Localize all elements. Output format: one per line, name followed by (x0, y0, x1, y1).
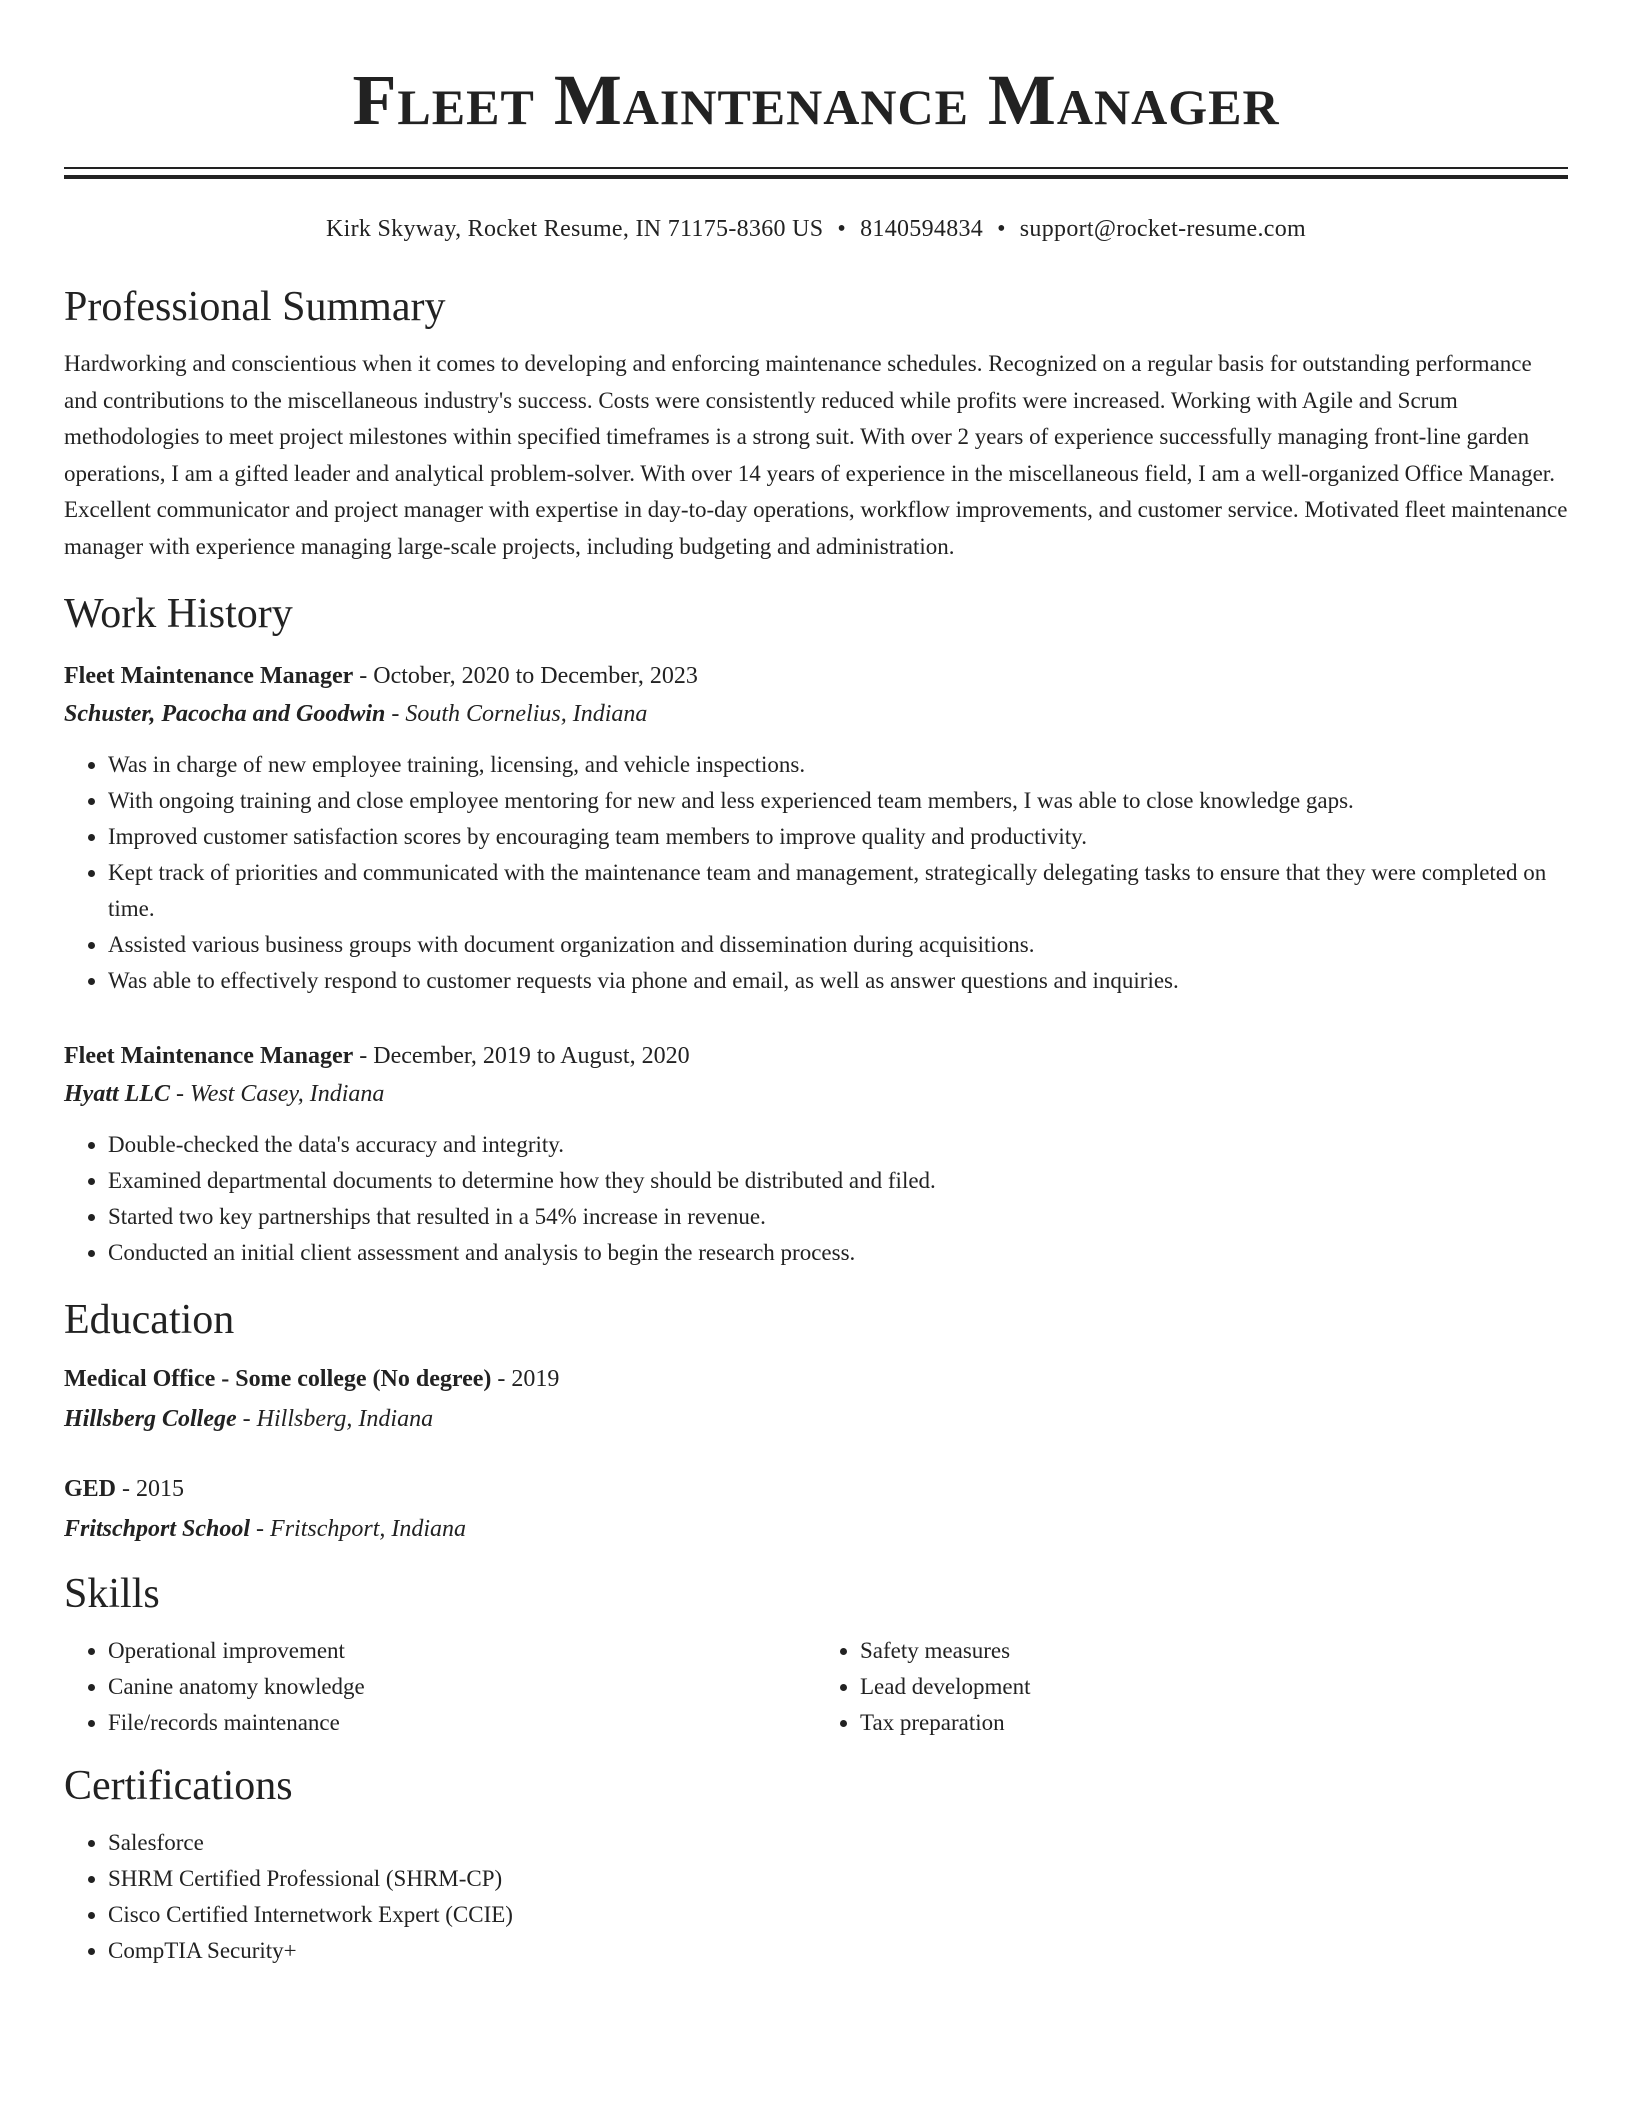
certifications-list (64, 1825, 1568, 1969)
job-entry (64, 657, 1568, 999)
job-bullet: • Started two key partnerships that resulted in a 54% increase in revenue. (108, 1199, 1568, 1235)
education-location: - Hillsberg, Indiana (236, 1406, 434, 1432)
job-bullets (64, 747, 1568, 999)
education-degree: GED (64, 1476, 117, 1502)
education-degree: Medical Office - Some college (No degree) (64, 1366, 492, 1392)
skills-list (816, 1633, 1568, 1741)
certification-item: • CompTIA Security+ (108, 1933, 1568, 1969)
job-dates: - October, 2020 to December, 2023 (353, 663, 698, 689)
job-bullet: • Conducted an initial client assessment and analysis to begin the research process. (108, 1235, 1568, 1271)
summary-text: Hardworking and conscientious when it comes to developing and enforcing maintenance schedules. Recognized on a regular basis for outstanding performance and contributions to the miscellaneous industry's success. Costs were consistently reduced while profits were increased. Working with Agile and Scrum methodologies to meet project milestones within specified timeframes is a strong suit. With over 2 years of experience successfully managing front-line garden operations, I am a gifted leader and analytical problem-solver. With over 14 years of experience in the miscellaneous field, I am a well-organized Office Manager. Excellent communicator and project manager with expertise in day-to-day operations, workflow improvements, and customer service. Motivated fleet maintenance manager with experience managing large-scale projects, including budgeting and administration. (64, 351, 1568, 559)
job-location: - West Casey, Indiana (169, 1081, 385, 1107)
skill-item: • Operational improvement (108, 1633, 816, 1669)
education-year: - 2019 (491, 1366, 560, 1392)
skills-grid (64, 1633, 1568, 1741)
contact-phone: 8140594834 (860, 216, 984, 242)
education-location: - Fritschport, Indiana (250, 1516, 467, 1542)
job-title: Fleet Maintenance Manager (64, 663, 354, 689)
skills-heading: Skills (64, 1571, 160, 1617)
job-company: Hyatt LLC (64, 1081, 170, 1107)
job-location: - South Cornelius, Indiana (385, 701, 648, 727)
skill-item: • File/records maintenance (108, 1705, 816, 1741)
header-rule-thick (64, 175, 1568, 179)
contact-email: support@rocket-resume.com (1019, 216, 1306, 242)
skill-item: • Canine anatomy knowledge (108, 1669, 816, 1705)
contact-separator: • (837, 216, 847, 242)
skills-column-left (64, 1633, 816, 1741)
education-degree-line (64, 1359, 1568, 1399)
job-company-line (64, 1075, 1568, 1113)
job-bullet: • Kept track of priorities and communicated with the maintenance team and management, strategically delegating tasks to ensure that they were completed on time. (108, 855, 1568, 927)
contact-line (64, 214, 1568, 244)
skills-list (64, 1633, 816, 1741)
education-school-line (64, 1399, 1568, 1439)
job-bullet: • Improved customer satisfaction scores by encouraging team members to improve quality and productivity. (108, 819, 1568, 855)
skill-item: • Lead development (860, 1669, 1568, 1705)
job-bullets (64, 1127, 1568, 1271)
education-school: Fritschport School (64, 1516, 251, 1542)
certifications-heading: Certifications (64, 1763, 293, 1809)
job-bullet: • Double-checked the data's accuracy and integrity. (108, 1127, 1568, 1163)
certification-item: • Salesforce (108, 1825, 1568, 1861)
resume-name: Fleet Maintenance Manager (352, 60, 1280, 140)
education-heading: Education (64, 1297, 235, 1343)
job-bullet: • Assisted various business groups with document organization and dissemination during acquisitions. (108, 927, 1568, 963)
contact-separator: • (997, 216, 1006, 242)
education-entry (64, 1469, 1568, 1549)
certification-item: • Cisco Certified Internetwork Expert (CCIE) (108, 1897, 1568, 1933)
job-title-line (64, 1037, 1568, 1075)
education-school: Hillsberg College (64, 1406, 237, 1432)
job-title: Fleet Maintenance Manager (64, 1043, 354, 1069)
education-entry (64, 1359, 1568, 1439)
work-history-heading: Work History (64, 591, 293, 637)
skill-item: • Tax preparation (860, 1705, 1568, 1741)
job-bullet: • Was able to effectively respond to customer requests via phone and email, as well as answer questions and inquiries. (108, 963, 1568, 999)
education-degree-line (64, 1469, 1568, 1509)
job-bullet: • Was in charge of new employee training, licensing, and vehicle inspections. (108, 747, 1568, 783)
summary-heading: Professional Summary (64, 284, 446, 330)
job-company: Schuster, Pacocha and Goodwin (64, 701, 386, 727)
job-company-line (64, 695, 1568, 733)
job-dates: - December, 2019 to August, 2020 (353, 1043, 690, 1069)
skill-item: • Safety measures (860, 1633, 1568, 1669)
skills-column-right (816, 1633, 1568, 1741)
job-entry (64, 1037, 1568, 1271)
header-rule-thin (64, 167, 1568, 169)
education-year: - 2015 (116, 1476, 185, 1502)
contact-address: Kirk Skyway, Rocket Resume, IN 71175-8360 US (326, 216, 824, 242)
job-title-line (64, 657, 1568, 695)
job-bullet: • With ongoing training and close employee mentoring for new and less experienced team members, I was able to close knowledge gaps. (108, 783, 1568, 819)
education-school-line (64, 1509, 1568, 1549)
job-bullet: • Examined departmental documents to determine how they should be distributed and filed. (108, 1163, 1568, 1199)
certification-item: • SHRM Certified Professional (SHRM-CP) (108, 1861, 1568, 1897)
